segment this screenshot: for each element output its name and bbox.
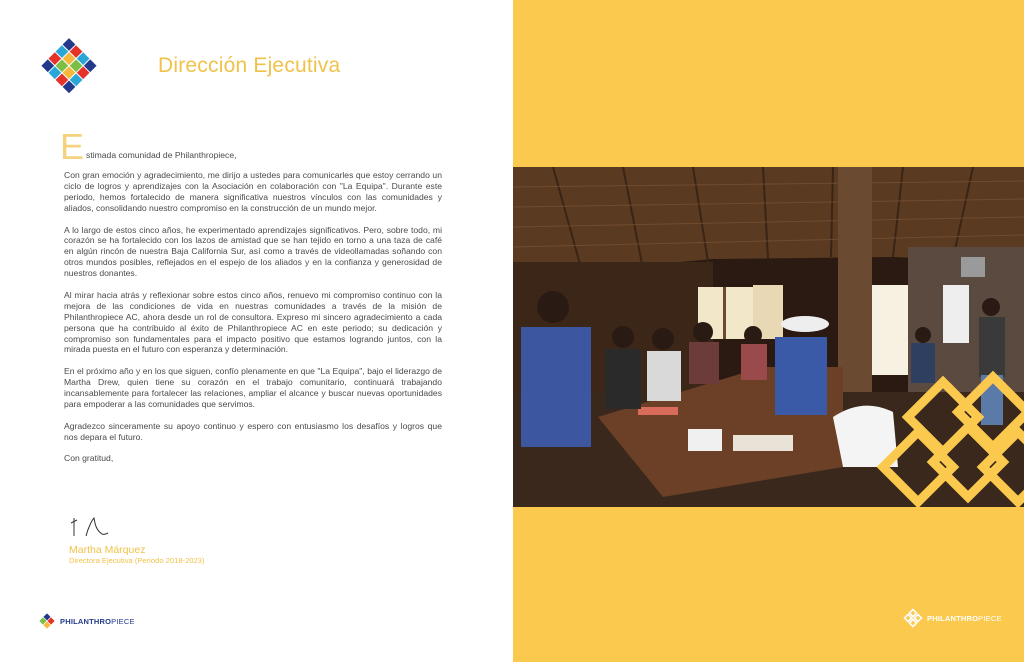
letter-paragraph: A lo largo de estos cinco años, he experimentado aprendizajes significativos. Pero, sobre todo, mi corazón se ha fortalecido con los lazos de amistad que se han tejido en torno a una taza de café en algún rincón de nuestra Baja California Sur, así como a través de videollamadas soñando con otros mundos posibles, reflejados en el espejo de los aliados y en la confianza y generosidad de nuestros donantes. (64, 224, 442, 279)
handwritten-signature (68, 514, 112, 540)
drop-cap: E (60, 126, 85, 167)
letter-paragraph: En el próximo año y en los que siguen, confío plenamente en que "La Equipa", bajo el liderazgo de Martha Drew, quien tiene su corazón en el trabajo comunitario, continuará trabajando incansablemente para fortalecer las relaciones, ampliar el alcance y buscar nuevas oportunidades para empoderar a las comunidades que servimos. (64, 366, 442, 409)
workshop-photo (513, 167, 1024, 507)
workshop-photo-illustration (513, 167, 1024, 507)
letter-paragraph: Al mirar hacia atrás y reflexionar sobre estos cinco años, renuevo mi compromiso continuo con la mejora de las condiciones de vida en nuestras comunidades a través de la misión de Philanthropiece AC, ahora desde un rol de consultora. Expreso mi sincero agradecimiento a cada persona que ha contribuido al éxito de Philanthropiece AC en este periodo; su dedicación y compromiso son fundamentales para el impacto positivo que estamos logrando juntos, con la mirada puesta en el futuro con esperanza y determinación. (64, 289, 442, 355)
letter-paragraph: Agradezco sinceramente su apoyo continuo y espero con entusiasmo los desafíos y logros que nos depara el futuro. (64, 420, 442, 442)
mosaic-diamond-logo-icon (38, 612, 56, 630)
brand-logo-right (903, 608, 1002, 628)
letter-closing: Con gratitud, (64, 453, 114, 464)
signer-name: Martha Márquez (69, 544, 146, 556)
brand-logo-left (38, 612, 135, 630)
page-title: Dirección Ejecutiva (158, 54, 341, 77)
lattice-logo-icon (903, 608, 923, 628)
brand-name-thin: PIECE (111, 616, 135, 626)
signer-role: Directora Ejecutiva (Periodo 2018-2023) (69, 556, 205, 565)
brand-name-thin: PIECE (978, 613, 1002, 623)
mosaic-diamond-logo-icon (40, 36, 98, 94)
letter-paragraph: Con gran emoción y agradecimiento, me dirijo a ustedes para comunicarles que estoy cerrando un ciclo de logros y aprendizajes con la Asociación en colaboración con "La Equipa". Durante este periodo, hemos fortalecido de manera significativa nuestros vínculos con las comunidades y aliados, consolidando nuestro compromiso en la construcción de un mundo mejor. (64, 170, 442, 213)
letter-body (60, 126, 442, 475)
letter-greeting: stimada comunidad de Philanthropiece, (86, 150, 237, 160)
brand-name-bold: PHILANTHRO (927, 613, 979, 623)
brand-name-bold: PHILANTHRO (60, 616, 112, 626)
